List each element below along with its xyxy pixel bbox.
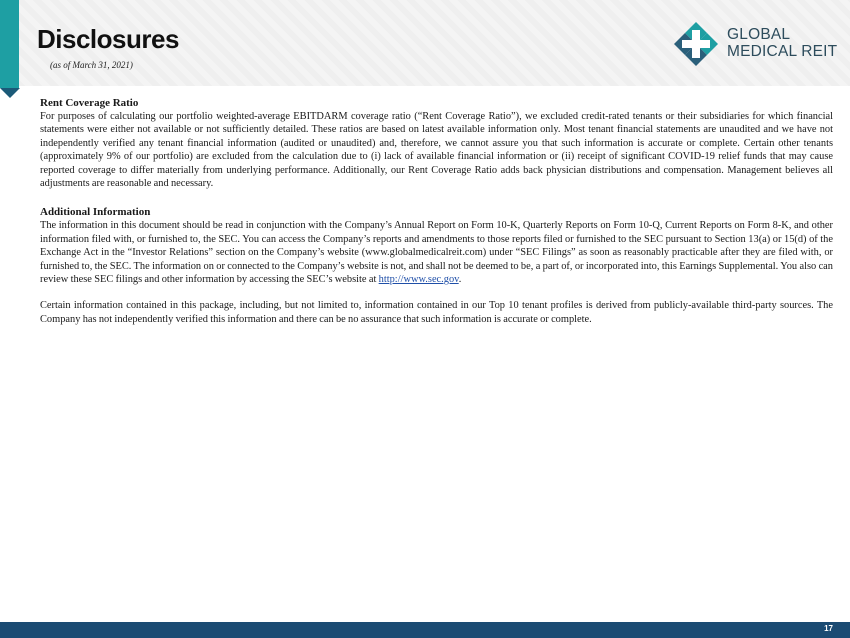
page-number: 17 [824, 624, 833, 633]
disclosures-content [40, 97, 833, 326]
link-suffix: . [458, 274, 462, 286]
accent-bar [0, 0, 19, 88]
paragraph-spacer [40, 286, 833, 299]
sec-website-link[interactable]: http://www.sec.gov [378, 274, 459, 286]
rent-coverage-title: Rent Coverage Ratio [40, 97, 139, 109]
logo-line-2: MEDICAL REIT [727, 43, 838, 60]
additional-info-title: Additional Information [40, 206, 151, 219]
company-logo [674, 22, 838, 68]
page-title: Disclosures [37, 24, 179, 54]
additional-info-body [40, 219, 833, 286]
footer-bar [0, 622, 850, 638]
additional-info-body-2: Certain information contained in this package, including, but not limited to, information contained in our Top 10 tenant profiles is derived from publicly-available third-party sources. The Company has not independently verified this information and there can be no assurance that such information is accurate or complete. [40, 300, 833, 325]
page-subtitle: (as of March 31, 2021) [50, 60, 133, 70]
section-spacer [40, 190, 833, 206]
global-medical-reit-cross-logo-icon [674, 22, 718, 66]
rent-coverage-body: For purposes of calculating our portfolio weighted-average EBITDARM coverage ratio (“Rent Coverage Ratio”), we excluded credit-rated tenants or their subsidiaries for which financial statements were either not available or not sufficiently detailed. These ratios are based on latest available information only. Most tenant financial statements are unaudited and we have not independently verified any tenant financial information (audited or unaudited) and, therefore, we cannot assure you that such information is accurate or complete. Certain other tenants (approximately 9% of our portfolio) are excluded from the calculation due to (i) lack of available financial information or (ii) receipt of significant COVID-19 relief funds that may cause reported coverage to differ materially from underlying performance. Additionally, our Rent Coverage Ratio adds back physician distributions and compensation. Management believes all adjustments are reasonable and necessary. [40, 111, 833, 190]
accent-notch [0, 88, 20, 98]
logo-wordmark [727, 26, 837, 60]
logo-line-1: GLOBAL [727, 26, 791, 43]
additional-info-text: The information in this document should be read in conjunction with the Company’s Annual Report on Form 10-K, Quarterly Reports on Form 10-Q, Current Reports on Form 8-K, and other information filed with, or furnished to, the SEC. You can access the Company’s reports and amendments to those reports filed or furnished to the SEC pursuant to Section 13(a) or 15(d) of the Exchange Act in the “Investor Relations” section on the Company’s website (www.globalmedicalreit.com) under “SEC Filings” as soon as reasonably practicable after they are filed with, or furnished to, the SEC. The information on or connected to the Company’s website is not, and shall not be deemed to be, a part of, or incorporated into, this Earnings Supplemental. You also can review these SEC filings and other information by accessing the SEC’s website at [40, 220, 833, 286]
